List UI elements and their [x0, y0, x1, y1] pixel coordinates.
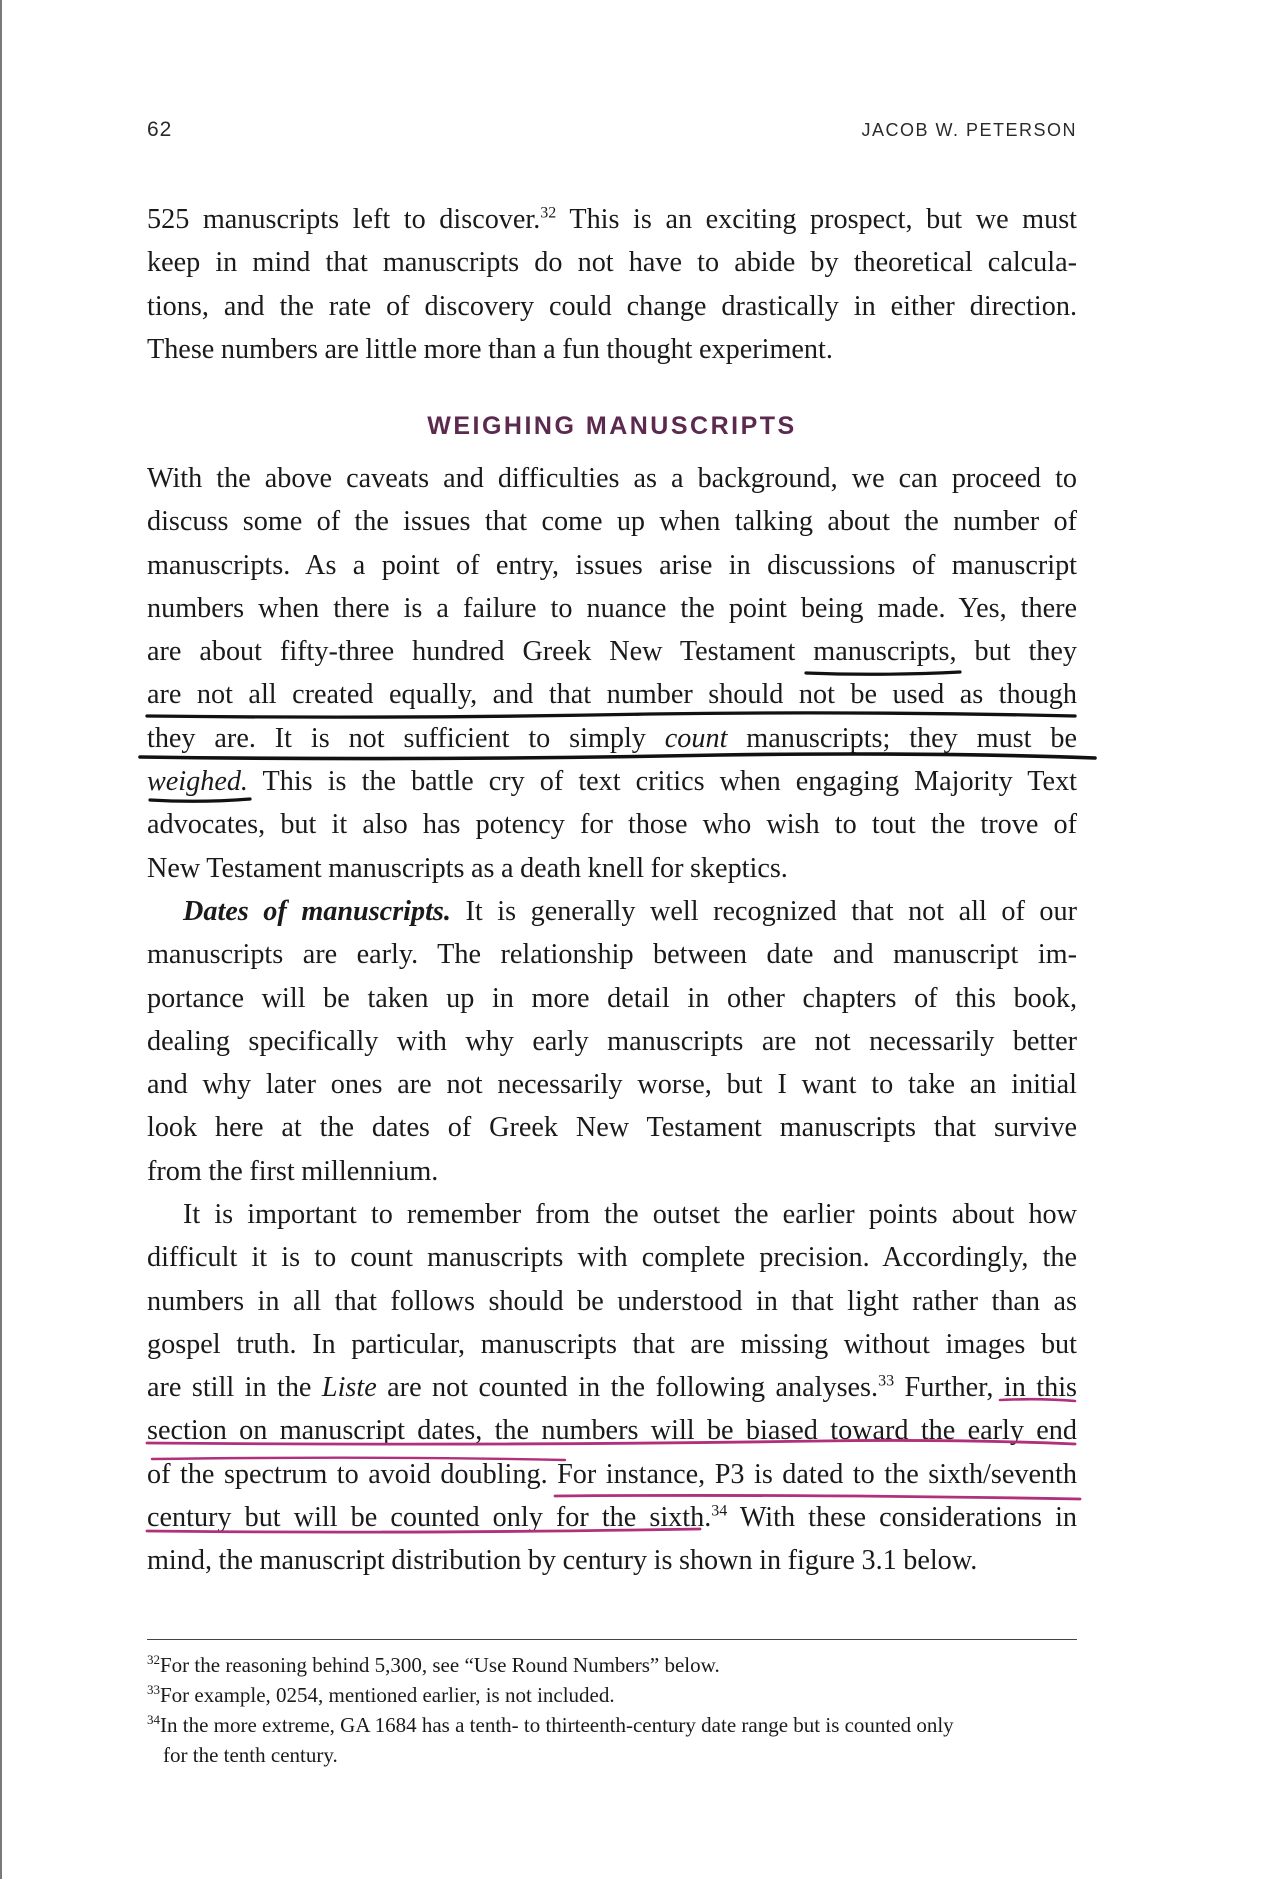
text-line: tions, and the rate of discovery could change drastically in either direction.: [147, 290, 1077, 322]
text-line: portance will be taken up in more detail in other chapters of this book,: [147, 982, 1077, 1014]
running-head: JACOB W. PETERSON: [861, 120, 1077, 140]
run-in-heading: Dates of manuscripts.: [183, 896, 451, 927]
footnote-34: $^{34}$In the more extreme, GA 1684 has a tenth- to thirteenth-century date range but is counted only: [147, 1712, 954, 1737]
text-line: New Testament manuscripts as a death knell for skeptics.: [147, 852, 788, 884]
section-heading: WEIGHING MANUSCRIPTS: [427, 412, 797, 440]
text-line: they are. It is not sufficient to simply count manuscripts; they must be: [147, 722, 1077, 754]
text-line: manuscripts are early. The relationship between date and manuscript im-: [147, 939, 1077, 971]
text-line: are about fifty-three hundred Greek New Testament manuscripts, but they: [147, 636, 1077, 668]
text-line: numbers in all that follows should be understood in that light rather than as: [147, 1285, 1077, 1317]
paragraph-1: [147, 198, 1077, 371]
text-line: section on manuscript dates, the numbers will be biased toward the early end: [147, 1415, 1077, 1447]
text-line: and why later ones are not necessarily worse, but I want to take an initial: [147, 1069, 1077, 1101]
footnote-ref-32: 32: [540, 204, 557, 222]
page-header: [147, 118, 1077, 148]
text-line: These numbers are little more than a fun thought experiment.: [147, 333, 833, 365]
footnote-34-continued: for the tenth century.: [163, 1743, 338, 1767]
footnote-33: $^{33}$For example, 0254, mentioned earlier, is not included.: [147, 1682, 615, 1707]
footnotes: [147, 1650, 1077, 1770]
footnote-ref-34: 34: [711, 1502, 728, 1520]
text-line: weighed. This is the battle cry of text critics when engaging Majority Text: [147, 766, 1077, 798]
text-line: century but will be counted only for the sixth.$^{34}$ With these considerations in: [147, 1502, 1078, 1534]
page-number: 62: [147, 118, 173, 141]
text-line: are not all created equally, and that number should not be used as though: [147, 679, 1077, 711]
text-line: are still in the Liste are not counted in the following analyses.$^{33}$ Further, in this: [147, 1372, 1077, 1404]
text-line: difficult it is to count manuscripts with complete precision. Accordingly, the: [147, 1242, 1077, 1274]
text-line: numbers when there is a failure to nuance the point being made. Yes, there: [147, 592, 1077, 624]
footnote-32: $^{32}$For the reasoning behind 5,300, see “Use Round Numbers” below.: [147, 1652, 720, 1677]
text-line: dealing specifically with why early manuscripts are not necessarily better: [147, 1025, 1077, 1057]
paragraph-2: [147, 457, 1077, 890]
footnote-rule: [147, 1639, 1077, 1640]
page-edge: [0, 0, 2, 1879]
text-line: manuscripts. As a point of entry, issues arise in discussions of manuscript: [147, 549, 1077, 581]
text-line: of the spectrum to avoid doubling. For instance, P3 is dated to the sixth/seventh: [147, 1458, 1077, 1490]
text-line: Dates of manuscripts. It is generally well recognized that not all of our: [183, 896, 1077, 927]
text-line: mind, the manuscript distribution by century is shown in figure 3.1 below.: [147, 1545, 978, 1577]
emphasis-weighed: weighed.: [147, 766, 248, 798]
text-line: 525 manuscripts left to discover.$^{32}$ This is an exciting prospect, but we must: [147, 204, 1077, 235]
text-line: advocates, but it also has potency for those who wish to tout the trove of: [147, 809, 1077, 841]
text-line: from the first millennium.: [147, 1155, 439, 1187]
text-line: gospel truth. In particular, manuscripts that are missing without images but: [147, 1328, 1077, 1360]
text-line: look here at the dates of Greek New Testament manuscripts that survive: [147, 1112, 1077, 1144]
text-line: It is important to remember from the outset the earlier points about how: [183, 1199, 1077, 1230]
emphasis-liste: Liste: [321, 1372, 377, 1404]
text-line: keep in mind that manuscripts do not have to abide by theoretical calcula-: [147, 247, 1077, 279]
text-line: discuss some of the issues that come up when talking about the number of: [147, 506, 1077, 538]
paragraph-4: [147, 1193, 1077, 1583]
emphasis-count: count: [664, 722, 728, 754]
text-line: With the above caveats and difficulties as a background, we can proceed to: [147, 463, 1077, 494]
footnote-ref-33: 33: [878, 1372, 895, 1390]
paragraph-3: [147, 890, 1077, 1193]
